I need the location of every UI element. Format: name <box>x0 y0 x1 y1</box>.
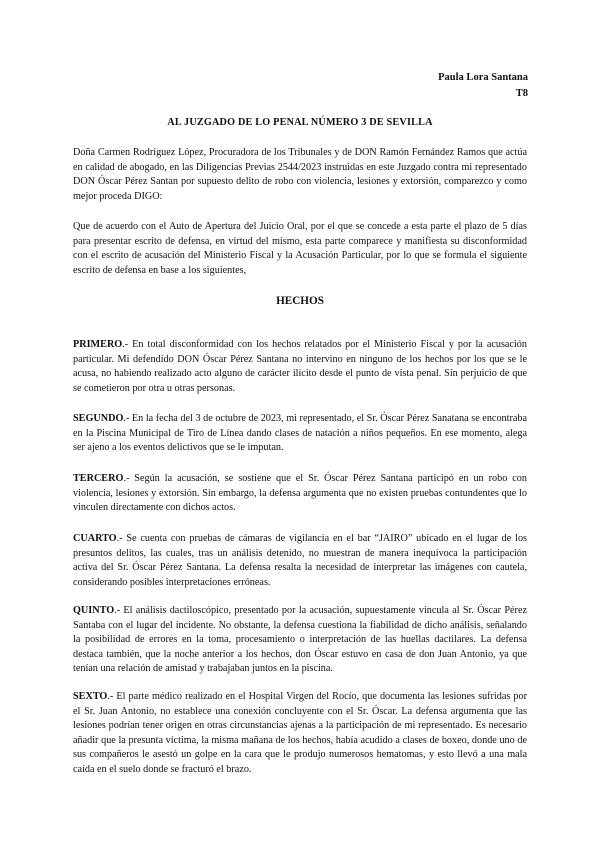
fact-text: .- Según la acusación, se sostiene que el Sr. Óscar Pérez Santana participó en un robo con violencia, lesiones y extorsión. Sin embargo, la defensa argumenta que no existen pruebas contundentes que lo vinculen directamente con dichos actos. <box>73 473 527 514</box>
fact-label: SEGUNDO <box>73 413 124 424</box>
document-code: T8 <box>515 88 528 99</box>
intro-paragraph: Doña Carmen Rodríguez López, Procuradora de los Tribunales y de DON Ramón Fernández Ramos que actúa en calidad de abogado, en las Diligencias Previas 2544/2023 instruidas en este Juzgado contra mi representado DON Óscar Pérez Santan por supuesto delito de robo con violencia, lesiones y extorsión, comparezco y como mejor proceda DIGO: <box>73 147 527 202</box>
fact-text: .- Se cuenta con pruebas de cámaras de vigilancia en el bar “JAIRO” ubicado en el lugar de los presuntos delitos, las cuales, tras un análisis detenido, no muestran de manera inequívoca la participación activa del Sr. Óscar Pérez Santana. La defensa resalta la necesidad de interpretar las imágenes con cautela, considerando posibles interpretaciones erróneas. <box>73 533 527 588</box>
header-block <box>438 70 528 102</box>
fact-text: .- El parte médico realizado en el Hospital Virgen del Rocío, que documenta las lesiones sufridas por el Sr. Juan Antonio, no establece una conexión concluyente con el Sr. Óscar. La defensa argumenta que las lesiones podrían tener origen en otras circunstancias ajenas a la participación de mi representado. Es necesario añadir que la presunta víctima, la misma mañana de los hechos, había acudido a clases de boxeo, donde uno de sus compañeros le asestó un golpe en la cara que le produjo numerosos hematomas, y esto llevó a una mala caída en el suelo donde se fracturó el brazo. <box>73 691 527 775</box>
fact-paragraph <box>73 690 527 778</box>
fact-text: .- El análisis dactiloscópico, presentado por la acusación, supuestamente vincula al Sr. Óscar Pérez Santaba con el lugar del incidente. No obstante, la defensa cuestiona la fiabilidad de dicho análisis, señalando la posibilidad de errores en la toma, procesamiento o interpretación de las huellas dactilares. La defensa destaca también, que la noche anterior a los hechos, don Óscar estuvo en casa de don Juan Antonio, ya que tenían una relación de amistad y trabajaban juntos en la piscina. <box>73 605 527 675</box>
fact-paragraph <box>73 412 527 456</box>
fact-text: .- En la fecha del 3 de octubre de 2023, mi representado, el Sr. Óscar Pérez Sanatana se encontraba en la Piscina Municipal de Tiro de Línea dando clases de natación a niños pequeños. En ese momento, alega ser ajeno a los eventos delictivos que se le imputan. <box>73 413 527 454</box>
fact-label: CUARTO <box>73 533 117 544</box>
court-title: AL JUZGADO DE LO PENAL NÚMERO 3 DE SEVILLA <box>167 117 433 128</box>
fact-label: QUINTO <box>73 605 115 616</box>
author-name: Paula Lora Santana <box>438 72 528 83</box>
statement-paragraph: Que de acuerdo con el Auto de Apertura del Juicio Oral, por el que se concede a esta parte el plazo de 5 días para presentar escrito de defensa, en virtud del mismo, esta parte comparece y manifiesta su disconformidad con el escrito de acusación del Ministerio Fiscal y la Acusación Particular, por lo que se formula el siguiente escrito de defensa en base a los siguientes, <box>73 221 527 276</box>
fact-paragraph <box>73 472 527 516</box>
fact-label: PRIMERO <box>73 339 123 350</box>
fact-label: TERCERO <box>73 473 124 484</box>
fact-text: .- En total disconformidad con los hechos relatados por el Ministerio Fiscal y por la acusación particular. Mi defendido DON Óscar Pérez Santana no intervino en ninguno de los hechos por los que se le acusa, no habiendo realizado acto alguno de carácter ilícito desde el punto de vista penal. Sin perjuicio de que se cometieron por otra u otras personas. <box>73 339 527 394</box>
section-heading: HECHOS <box>276 295 324 307</box>
fact-paragraph <box>73 532 527 590</box>
fact-paragraph <box>73 338 527 396</box>
fact-paragraph <box>73 604 527 677</box>
fact-label: SEXTO <box>73 691 108 702</box>
